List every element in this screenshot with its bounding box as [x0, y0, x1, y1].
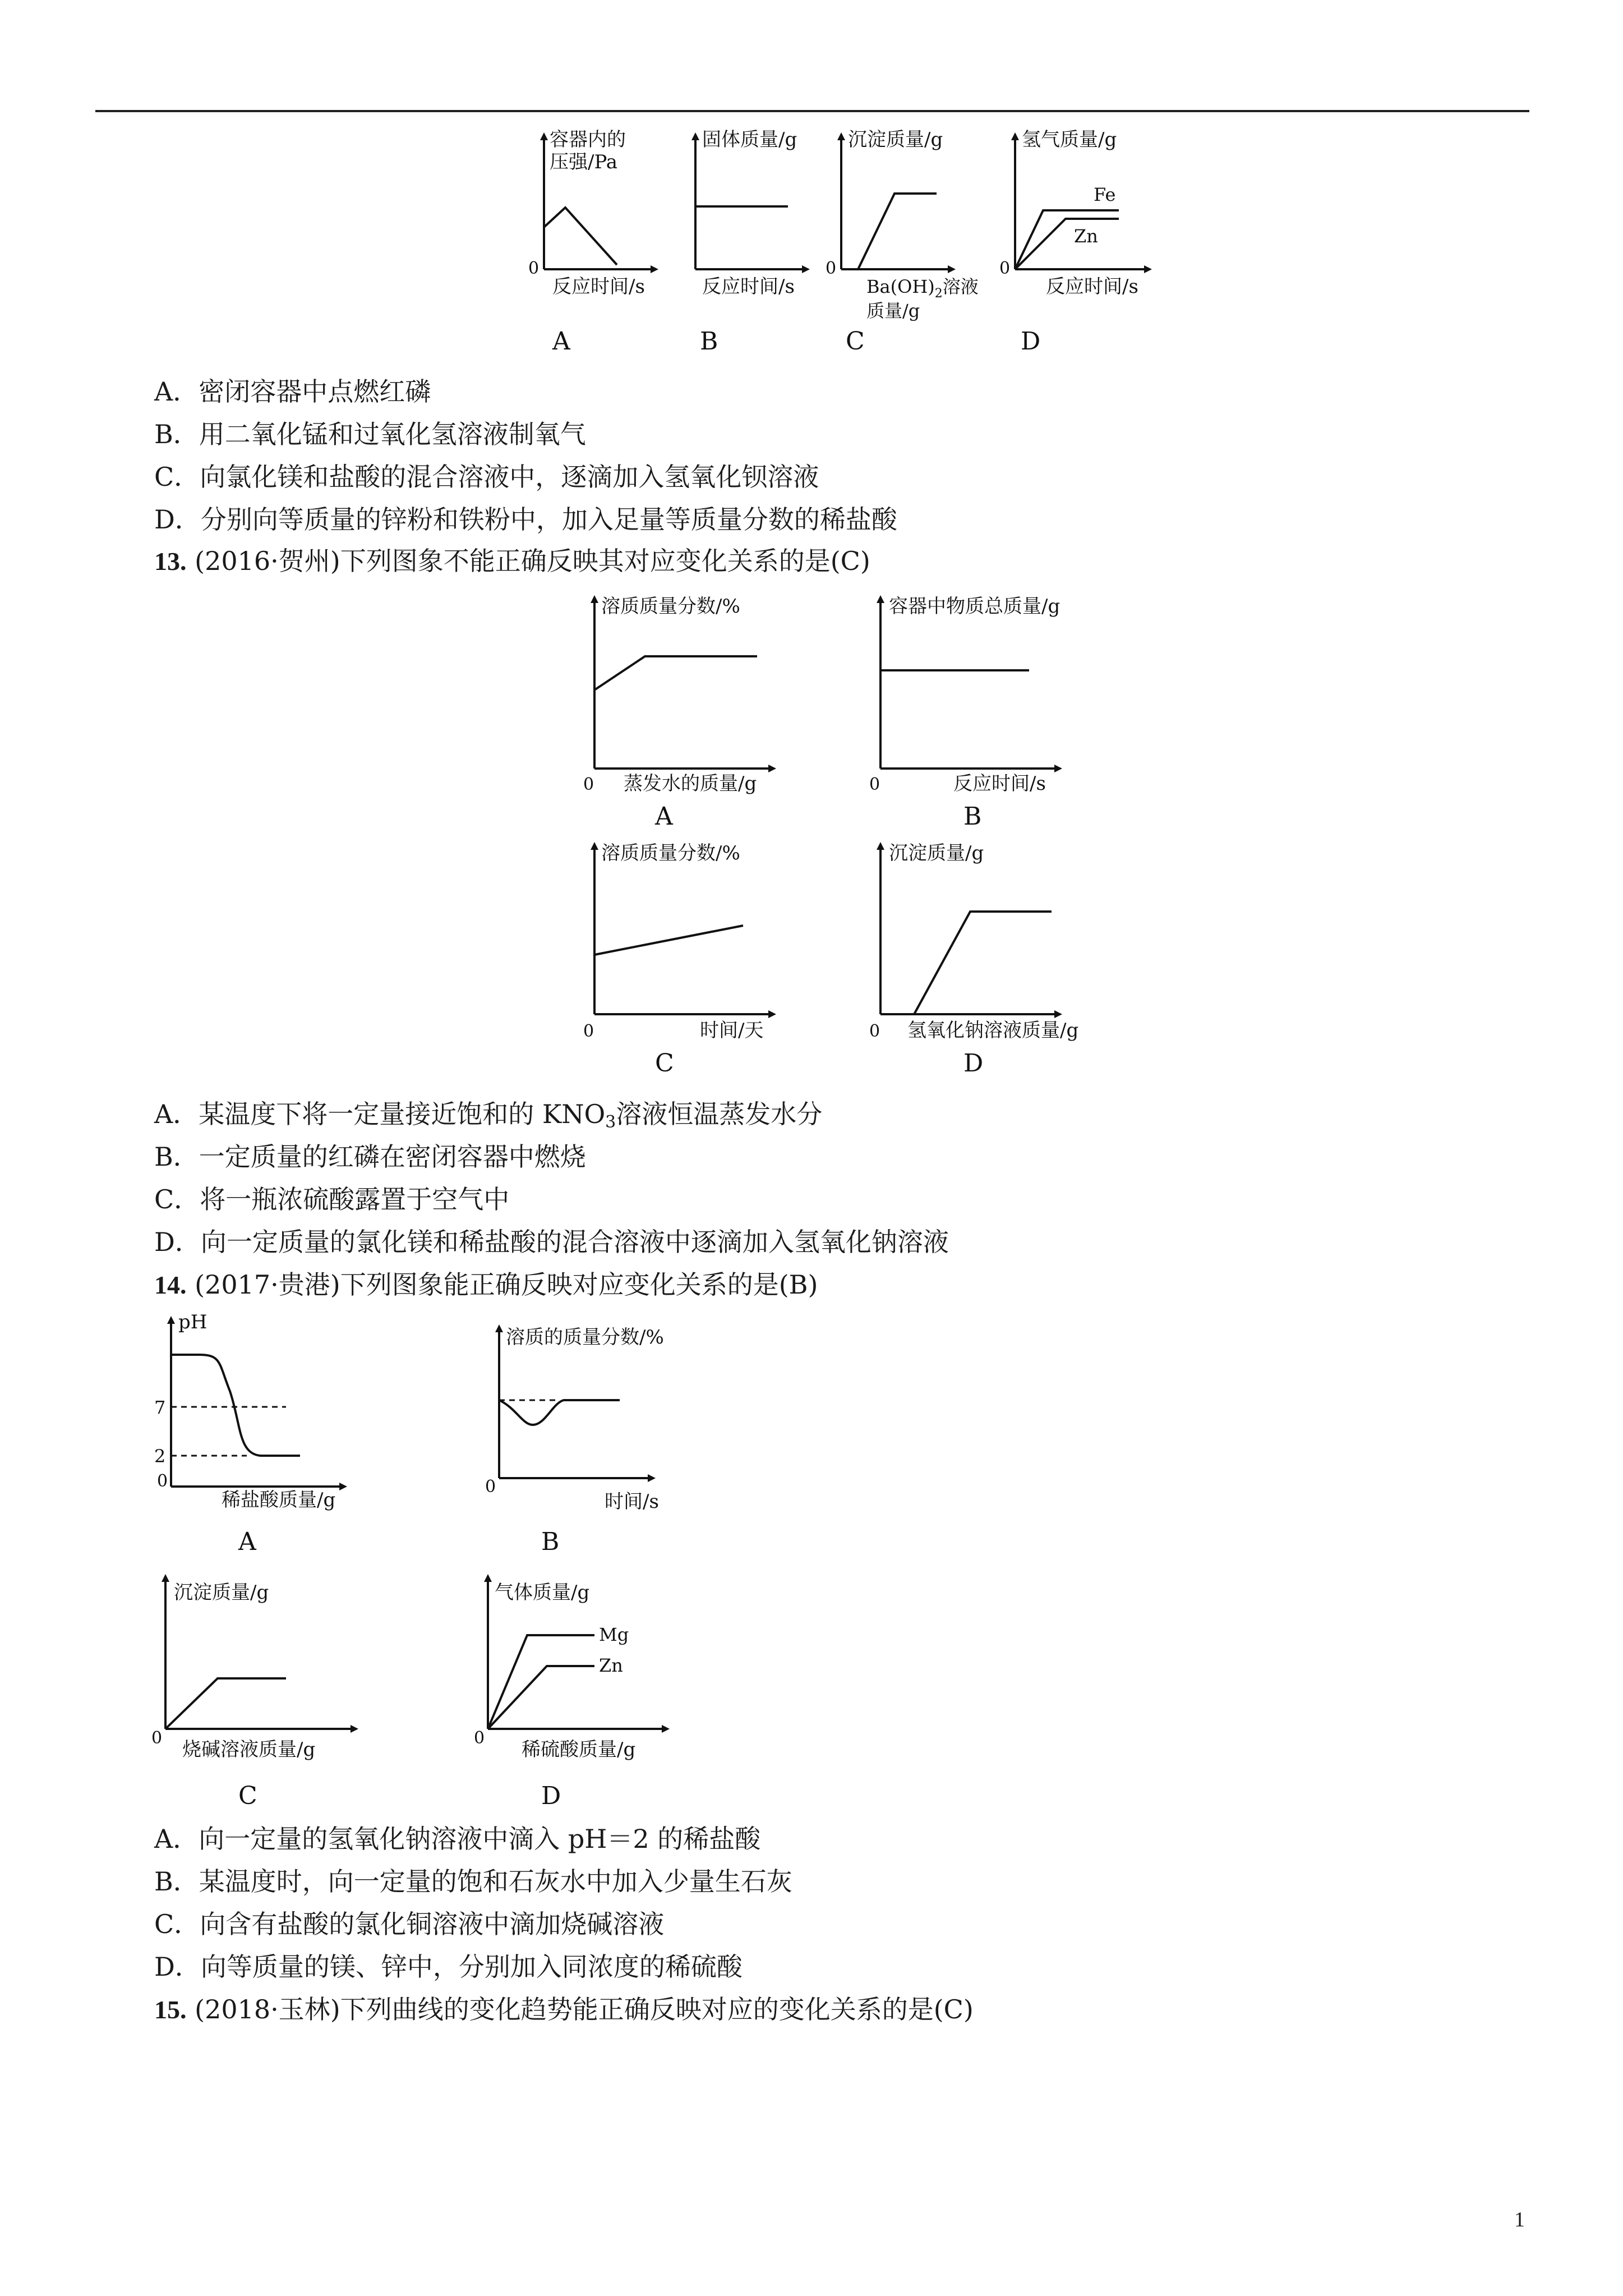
q14-text: (2017·贵港)下列图象能正确反映对应变化关系的是(B) — [195, 1269, 818, 1300]
q12-a-ylabel1: 容器内的 — [550, 128, 626, 151]
q13-a-xlabel: 蒸发水的质量/g — [624, 772, 757, 795]
q13-a-origin: 0 — [583, 775, 594, 794]
q13-chart-c — [583, 842, 774, 1042]
q12-option-c: C．向氯化镁和盐酸的混合溶液中，逐滴加入氢氧化钡溶液 — [154, 462, 819, 492]
q14-d-zn-label: Zn — [599, 1655, 623, 1676]
q13-c-xlabel: 时间/天 — [700, 1019, 764, 1042]
q13-b-origin: 0 — [869, 775, 880, 794]
q13-figure — [583, 583, 1122, 1088]
q14-label-a: A — [238, 1527, 256, 1556]
q13-option-d: D．向一定质量的氯化镁和稀盐酸的混合溶液中逐滴加入氢氧化钠溶液 — [154, 1227, 949, 1257]
q14-b-origin: 0 — [485, 1477, 496, 1497]
q14-option-c: C．向含有盐酸的氯化铜溶液中滴加烧碱溶液 — [154, 1909, 665, 1939]
q14-d-origin: 0 — [474, 1728, 485, 1748]
q12-d-xlabel: 反应时间/s — [1046, 275, 1138, 298]
q14-option-b: B．某温度时，向一定量的饱和石灰水中加入少量生石灰 — [154, 1866, 792, 1897]
q13-d-xlabel: 氢氧化钠溶液质量/g — [907, 1019, 1079, 1042]
q14-b-xlabel: 时间/s — [605, 1490, 659, 1513]
q12-b-ylabel: 固体质量/g — [702, 128, 797, 151]
q14-d-xlabel: 稀硫酸质量/g — [522, 1738, 636, 1761]
q14-d-mg-label: Mg — [599, 1624, 629, 1645]
q14-label-b: B — [541, 1527, 560, 1556]
q12-d-zn-line — [1015, 219, 1119, 269]
q13-number: 13. — [154, 547, 187, 576]
q13-label-b: B — [963, 802, 982, 831]
q12-chart-b — [695, 128, 808, 298]
header-rule — [95, 110, 1529, 112]
q12-option-b: B．用二氧化锰和过氧化氢溶液制氧气 — [154, 419, 586, 449]
q12-a-ylabel2: 压强/Pa — [550, 151, 618, 173]
q14-option-d: D．向等质量的镁、锌中，分别加入同浓度的稀硫酸 — [154, 1952, 743, 1982]
q14-c-curve — [165, 1678, 286, 1729]
q13-stem — [154, 544, 870, 578]
q14-chart-c — [151, 1576, 356, 1761]
q14-a-curve — [171, 1355, 300, 1456]
q12-chart-c — [826, 128, 979, 321]
q13-b-xlabel: 反应时间/s — [953, 772, 1046, 795]
q14-d-mg-line — [488, 1635, 594, 1729]
q14-c-ylabel: 沉淀质量/g — [174, 1581, 269, 1604]
q13-d-origin: 0 — [869, 1022, 880, 1041]
q13-label-a: A — [655, 802, 673, 831]
q12-b-xlabel: 反应时间/s — [702, 275, 795, 298]
q14-number: 14. — [154, 1271, 187, 1299]
q14-stem — [154, 1268, 818, 1302]
q12-c-ylabel: 沉淀质量/g — [848, 128, 943, 151]
q14-b-ylabel: 溶质的质量分数/% — [506, 1326, 664, 1349]
q14-a-tick2: 2 — [154, 1446, 166, 1467]
q12-option-d: D．分别向等质量的锌粉和铁粉中，加入足量等质量分数的稀盐酸 — [154, 504, 897, 535]
q13-a-ylabel: 溶质质量分数/% — [601, 595, 740, 618]
q13-text: (2016·贺州)下列图象不能正确反映其对应变化关系的是(C) — [195, 546, 870, 576]
q12-a-curve — [544, 208, 617, 265]
q15-text: (2018·玉林)下列曲线的变化趋势能正确反映对应的变化关系的是(C) — [195, 1994, 974, 2024]
q12-chart-d — [999, 128, 1150, 298]
q14-d-ylabel: 气体质量/g — [495, 1581, 590, 1604]
q12-label-b: B — [700, 327, 718, 356]
q12-label-a: A — [552, 327, 570, 356]
q13-label-d: D — [963, 1049, 984, 1078]
q14-label-c: C — [238, 1782, 257, 1810]
q12-d-origin: 0 — [999, 259, 1011, 278]
q12-d-ylabel: 氢气质量/g — [1022, 128, 1117, 151]
q13-chart-a — [583, 595, 774, 795]
q12-c-curve — [858, 194, 937, 269]
q13-option-b: B．一定质量的红磷在密闭容器中燃烧 — [154, 1142, 586, 1172]
q13-b-ylabel: 容器中物质总质量/g — [889, 595, 1061, 618]
q13-c-curve — [594, 926, 743, 955]
q12-c-xlabel1: $Ba(OH)_2$溶液 — [866, 276, 979, 301]
q14-a-origin: 0 — [157, 1471, 168, 1491]
q14-figure — [146, 1307, 707, 1840]
q14-b-curve — [499, 1400, 620, 1425]
q12-label-c: C — [846, 327, 865, 356]
q12-d-zn-label: Zn — [1074, 226, 1098, 247]
q12-chart-a — [528, 128, 656, 298]
q13-d-ylabel: 沉淀质量/g — [889, 842, 984, 864]
q13-chart-b — [869, 595, 1060, 795]
q14-a-ylabel: pH — [178, 1311, 208, 1333]
q14-option-a: A．向一定量的氢氧化钠溶液中滴入 pH＝2 的稀盐酸 — [154, 1824, 761, 1854]
q13-d-curve — [914, 912, 1052, 1014]
q12-c-xlabel2: 质量/g — [866, 300, 920, 321]
q14-d-zn-line — [488, 1666, 594, 1729]
q14-a-tick7: 7 — [154, 1397, 166, 1418]
q15-number: 15. — [154, 1995, 187, 2024]
q13-c-ylabel: 溶质质量分数/% — [601, 842, 740, 864]
q13-option-c: C．将一瓶浓硫酸露置于空气中 — [154, 1184, 510, 1214]
q14-label-d: D — [541, 1782, 561, 1810]
page-number: 1 — [1514, 2208, 1525, 2231]
q15-stem — [154, 1993, 974, 2027]
q14-chart-a — [154, 1311, 345, 1511]
q13-option-a: A．某温度下将一定量接近饱和的 KNO3溶液恒温蒸发水分 — [154, 1099, 823, 1132]
q12-a-origin: 0 — [528, 259, 540, 278]
q13-label-c: C — [655, 1049, 674, 1078]
q14-chart-d — [474, 1576, 667, 1761]
q12-c-origin: 0 — [826, 259, 837, 278]
q12-a-xlabel: 反应时间/s — [552, 275, 645, 298]
q12-label-d: D — [1021, 327, 1041, 356]
q14-a-xlabel: 稀盐酸质量/g — [222, 1489, 336, 1511]
q13-a-curve — [594, 656, 757, 690]
q12-option-a: A．密闭容器中点燃红磷 — [154, 376, 431, 407]
q12-figure — [505, 123, 1178, 359]
q14-c-xlabel: 烧碱溶液质量/g — [182, 1738, 316, 1761]
q13-c-origin: 0 — [583, 1022, 594, 1041]
q14-chart-b — [485, 1326, 664, 1513]
q14-c-origin: 0 — [151, 1728, 163, 1748]
q13-chart-d — [869, 842, 1078, 1042]
q12-d-fe-label: Fe — [1094, 184, 1116, 205]
